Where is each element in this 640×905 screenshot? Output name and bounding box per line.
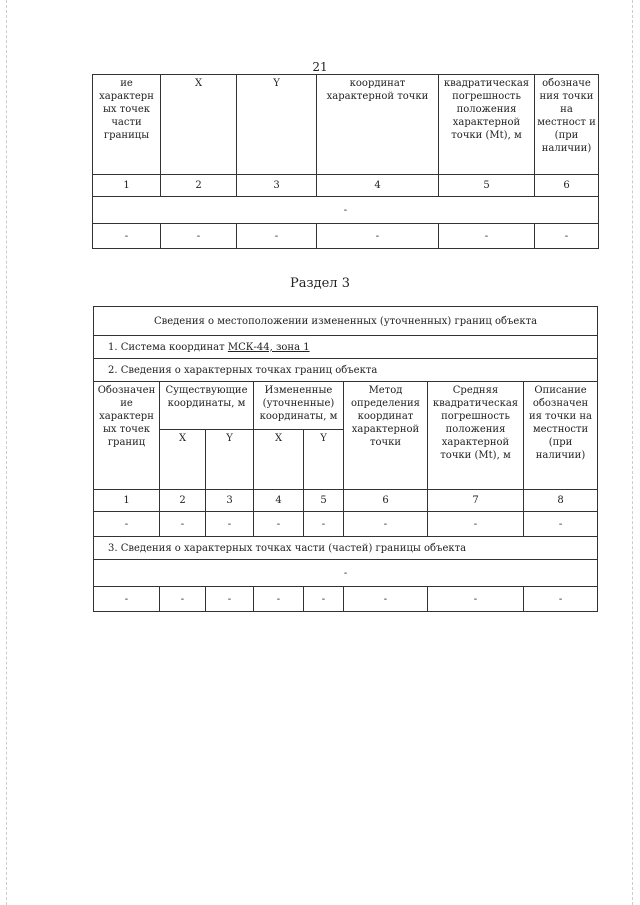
t2-dash-5: -	[304, 512, 344, 537]
t2-h-method: Метод определения координат характерной точки	[344, 382, 428, 490]
t2-num-1: 1	[94, 490, 160, 512]
t2-dash2-4: -	[254, 587, 304, 612]
t2-dash2-6: -	[344, 587, 428, 612]
t1-h-description: обозначе ния точки на местност и (при наличии)	[535, 75, 599, 175]
t1-dash-4: -	[317, 224, 439, 249]
t1-num-5: 5	[439, 175, 535, 197]
t2-dash2-1: -	[94, 587, 160, 612]
t1-num-1: 1	[93, 175, 161, 197]
t1-dash-3: -	[237, 224, 317, 249]
t2-h-existing-y: Y	[206, 430, 254, 490]
t2-dash2-7: -	[428, 587, 524, 612]
t2-dash-2: -	[160, 512, 206, 537]
t2-coord-system	[94, 336, 598, 359]
t2-h-changed: Измененные (уточненные) координаты, м	[254, 382, 344, 430]
t2-coord-prefix: 1. Система координат	[108, 341, 228, 353]
t2-points-title: 2. Сведения о характерных точках границ объекта	[94, 359, 598, 382]
t1-num-6: 6	[535, 175, 599, 197]
t2-dash2-5: -	[304, 587, 344, 612]
table1-merged-row	[93, 197, 599, 224]
t2-title: Сведения о местоположении измененных (уточненных) границ объекта	[94, 307, 598, 336]
t2-dash2-3: -	[206, 587, 254, 612]
t2-h-changed-x: X	[254, 430, 304, 490]
t2-coord-value: МСК-44, зона 1	[227, 341, 310, 353]
t1-num-2: 2	[161, 175, 237, 197]
table2-coord-row	[94, 336, 598, 359]
table1-header-row	[93, 75, 599, 175]
table2-dash-row2	[94, 587, 598, 612]
section-title: Раздел 3	[290, 276, 350, 291]
t2-num-6: 6	[344, 490, 428, 512]
t1-h-method: координат характерной точки	[317, 75, 439, 175]
t1-num-4: 4	[317, 175, 439, 197]
t2-merged-dash: -	[94, 560, 598, 587]
t1-h-error: квадратическая погрешность положения характерной точки (Mt), м	[439, 75, 535, 175]
table2-merged-row	[94, 560, 598, 587]
table-changed-boundaries	[93, 306, 598, 612]
t2-h-error: Средняя квадратическая погрешность положения характерной точки (Mt), м	[428, 382, 524, 490]
t2-h-existing: Существующие координаты, м	[160, 382, 254, 430]
t1-dash-1: -	[93, 224, 161, 249]
t1-dash-2: -	[161, 224, 237, 249]
table2-header-row1	[94, 382, 598, 430]
table2-points-title-row	[94, 359, 598, 382]
t2-num-5: 5	[304, 490, 344, 512]
t1-h-y: Y	[237, 75, 317, 175]
t2-num-4: 4	[254, 490, 304, 512]
t2-dash-6: -	[344, 512, 428, 537]
table2-number-row	[94, 490, 598, 512]
t2-dash2-2: -	[160, 587, 206, 612]
table-points-part	[92, 74, 599, 249]
t1-dash-5: -	[439, 224, 535, 249]
t2-dash-7: -	[428, 512, 524, 537]
t2-num-8: 8	[524, 490, 598, 512]
t2-h-designation: Обозначен ие характерн ых точек границ	[94, 382, 160, 490]
left-scan-edge	[6, 0, 9, 905]
page-number: 21	[312, 60, 328, 74]
table1-dash-row	[93, 224, 599, 249]
t2-num-3: 3	[206, 490, 254, 512]
t2-h-existing-x: X	[160, 430, 206, 490]
table2-parts-title-row	[94, 537, 598, 560]
t1-num-3: 3	[237, 175, 317, 197]
t2-h-description: Описание обозначен ия точки на местности (при наличии)	[524, 382, 598, 490]
t2-num-7: 7	[428, 490, 524, 512]
t1-merged-dash: -	[93, 197, 599, 224]
t1-h-x: X	[161, 75, 237, 175]
t2-h-changed-y: Y	[304, 430, 344, 490]
t2-dash-3: -	[206, 512, 254, 537]
t1-h-designation: ие характерн ых точек части границы	[93, 75, 161, 175]
t2-dash2-8: -	[524, 587, 598, 612]
t2-parts-title: 3. Сведения о характерных точках части (частей) границы объекта	[94, 537, 598, 560]
t2-dash-8: -	[524, 512, 598, 537]
t2-dash-4: -	[254, 512, 304, 537]
table2-title-row	[94, 307, 598, 336]
right-scan-edge	[632, 0, 635, 905]
table1-number-row	[93, 175, 599, 197]
t2-dash-1: -	[94, 512, 160, 537]
table2-dash-row	[94, 512, 598, 537]
t2-num-2: 2	[160, 490, 206, 512]
t1-dash-6: -	[535, 224, 599, 249]
